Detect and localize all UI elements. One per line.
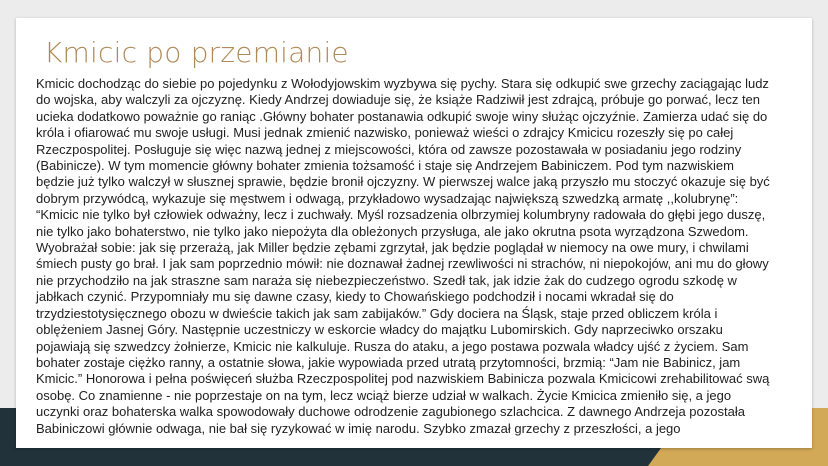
body-line: (Babinicze). W tym momencie główny bohater zmienia tożsamość i staje się Andrzejem Babiniczem. Pod tym nazwiskiem xyxy=(36,158,734,174)
body-line: “Kmicic nie tylko był człowiek odważny, lecz i zuchwały. Myśl rozsadzenia olbrzymiej kolumbryny radowała do głębi jego duszę, xyxy=(36,207,766,223)
slide-body xyxy=(36,76,812,437)
body-line: do wojska, aby walczyli za ojczyznę. Kiedy Andrzej dowiaduje się, że książe Radziwił jest zdrajcą, próbuje go porwać, lecz ten xyxy=(36,92,761,108)
body-line: dobrym przywódcą, wykazuje się męstwem i odwagą, przykładowo wysadzając największą szwedzką armatę ,,kolubrynę”: xyxy=(36,190,739,206)
body-line: bohater zostaje ciężko ranny, a ostatnie słowa, jakie wypowiada przed utratą przytomności, brzmią: “Jam nie Babinicz, jam xyxy=(36,354,741,370)
body-line: pojawiają się szwedzcy żołnierze, Kmicic nie kalkuluje. Rusza do ataku, a jego postawa pozwala władcy ujść z życiem. Sam xyxy=(36,338,749,354)
body-line: Wyobrażał sobie: jak się przerażą, jak Miller będzie zębami zgrzytał, jak będzie poglądał w niemocy na owe mury, i chwilami xyxy=(36,240,749,256)
body-line: uczynki oraz bohaterska walka spowodowały duchowe odrodzenie zagubionego szlachcica. Z dawnego Andrzeja pozostała xyxy=(36,404,745,420)
body-line: Kmicic.” Honorowa i pełna poświęceń służba Rzeczpospolitej pod nazwiskiem Babinicza pozwala Kmicicowi zrehabilitować swą xyxy=(36,371,770,387)
body-line: nie tylko jako bohaterstwo, nie tylko jako niepożyta dla obleżonych przysługa, ale jako okrutna psota wyrządzona Szwedom. xyxy=(36,223,749,239)
body-line: osobę. Co znamienne - nie poprzestaje on na tym, lecz wciąż bierze udział w walkach. Życie Kmicica zmieniło się, a jego xyxy=(36,387,732,403)
body-line: śmiech pusty go brał. I jak sam poprzednio mówił: nie doznawał żadnej rzewliwości ni strachów, ni niepokojów, ani mu do głowy xyxy=(36,256,769,272)
body-line: króla i ofiarować mu swoje usługi. Musi jednak zmienić nazwisko, ponieważ wieści o zdrajcy Kmicicu rozeszły się po całej xyxy=(36,125,734,141)
body-line: Rzeczpospolitej. Posługuje się więc nazwą jednej z miejscowości, która od zawsze pozostawała w posiadaniu jego rodziny xyxy=(36,141,742,157)
body-line: oblężeniem Jasnej Góry. Następnie uczestniczy w eskorcie władcy do majątku Lubomirskich. Gdy naprzeciwko orszaku xyxy=(36,322,723,338)
body-line: nie przychodziło na jak straszne sam naraża się niebezpieczeństwo. Szedł tak, jak idzie żak do cudzego ogrodu szkodę w xyxy=(36,272,737,288)
body-line: Kmicic dochodząc do siebie po pojedynku z Wołodyjowskim wyzbywa się pychy. Stara się odkupić swe grzechy zaciągając ludz xyxy=(36,76,769,91)
body-line: jabłkach czynić. Przypomniały mu się dawne czasy, kiedy to Chowańskiego podchodził i nocami wkradał się do xyxy=(36,289,674,305)
body-line: ucieka dodatkowo poważnie go raniąc .Główny bohater postanawia odkupić swoje winy służąc ojczyźnie. Zamierza udać się do xyxy=(36,108,768,124)
body-line: będzie już tylko walczył w słusznej sprawie, będzie bronił ojczyzny. W pierwszej walce jaką przyszło mu stoczyć okazuje się być xyxy=(36,174,770,190)
slide xyxy=(16,18,812,448)
slide-title: Kmicic po przemianie xyxy=(44,36,349,69)
body-line: trzydziestotysięcznego obozu w dwieście takich jak sam zabijaków.” Gdy dociera na Śląsk, staje przed obliczem króla i xyxy=(36,305,718,321)
body-line: Babiniczowi głównie odwaga, nie bał się ryzykować w imię narodu. Szybko zmazał grzechy z przeszłości, a jego xyxy=(36,420,681,436)
